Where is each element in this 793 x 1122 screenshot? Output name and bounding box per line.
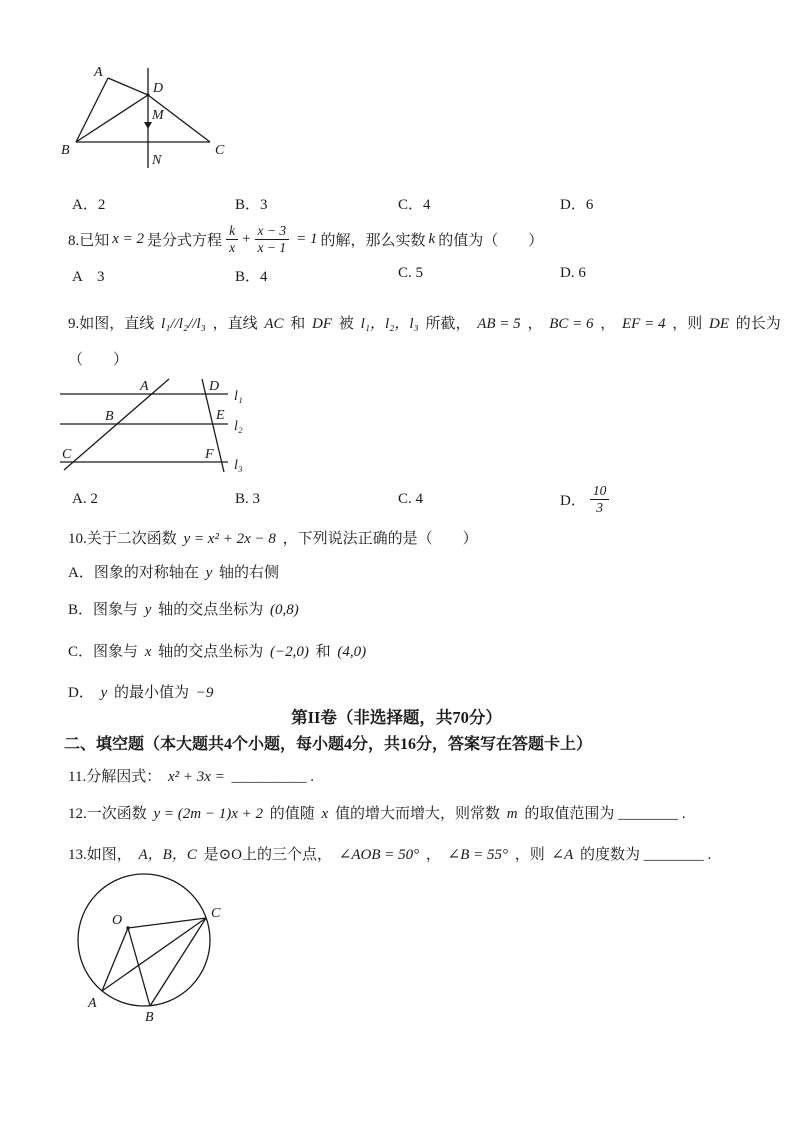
q10-option-d-text-1: D．	[68, 685, 94, 701]
q12-period: .	[681, 806, 686, 822]
q8-option-d: D. 6	[560, 265, 586, 281]
q10-option-c-text-1: C．图象与	[68, 644, 139, 660]
point-O	[126, 926, 129, 929]
q7-triangle-figure	[58, 60, 243, 178]
label-C: C	[211, 906, 221, 921]
q8-frac1-numerator: k	[226, 223, 238, 240]
q11-text-1: 11.分解因式：	[68, 769, 162, 785]
q8-option-b: B．4	[235, 269, 268, 285]
label-O: O	[112, 913, 123, 928]
q10-option-b	[68, 598, 302, 619]
q7-option-b: B．3	[235, 197, 268, 213]
q9-math-EF4: EF = 4	[622, 316, 666, 332]
q8-options-row	[72, 265, 762, 289]
q11-period: .	[310, 769, 315, 785]
q10-option-d-math-y: y	[100, 685, 108, 701]
q9-math-AB5: AB = 5	[477, 316, 521, 332]
q9-option-d-label: D．	[560, 492, 586, 509]
segment-AD	[108, 78, 148, 95]
segment-BD	[76, 95, 148, 142]
q13-text-2: 是⊙O上的三个点，	[203, 847, 333, 863]
q9-comma-1: ，	[527, 316, 543, 332]
q10-option-b-math-point: (0,8)	[269, 602, 299, 618]
q10-stem	[68, 527, 478, 548]
q9-math-DE: DE	[708, 316, 729, 332]
q9-options-row	[72, 481, 762, 517]
q9-text-2: ，直线	[212, 316, 258, 332]
q9-text-1: 9.如图，直线	[68, 316, 155, 332]
q13-text-1: 13.如图，	[68, 847, 132, 863]
q8-fraction-x3-over-x1	[255, 223, 290, 255]
q10-option-d-math-min: −9	[195, 685, 214, 701]
segment-AB	[76, 78, 108, 142]
q10-math-quadratic: y = x² + 2x − 8	[183, 531, 276, 547]
q9-math-parallel-lines: l₁//l₂//l₃	[161, 316, 206, 332]
q8-text-3: 的解，那么实数	[320, 232, 426, 249]
q9-text-7: 的长为	[735, 316, 781, 332]
section2-heading: 二、填空题（本大题共4个小题，每小题4分，共16分，答案写在答题卡上）	[64, 736, 593, 753]
q12-stem	[68, 802, 686, 823]
q12-math-x: x	[321, 806, 329, 822]
q13-math-ABC: A，B，C	[138, 847, 197, 863]
label-M: M	[152, 108, 164, 123]
q12-text-3: 值的增大而增大，则常数	[334, 806, 500, 822]
q12-text-1: 12.一次函数	[68, 806, 147, 822]
q8-stem	[68, 220, 543, 258]
q13-answer-blank: ________	[643, 847, 704, 863]
label-l3: l₃	[234, 458, 243, 473]
q9-math-BC6: BC = 6	[549, 316, 594, 332]
label-E: E	[216, 408, 225, 423]
q10-option-b-text-2: 轴的交点坐标为	[158, 602, 264, 618]
q10-text-1: 10.关于二次函数	[68, 531, 177, 547]
q9-text-4: 被	[338, 316, 354, 332]
q8-text-2: 是分式方程	[147, 232, 223, 249]
label-B: B	[105, 409, 114, 424]
label-F: F	[205, 447, 214, 462]
q9-text-5: 所截，	[425, 316, 471, 332]
q13-stem	[68, 843, 711, 864]
q10-option-d-text-2: 的最小值为	[114, 685, 190, 701]
label-B: B	[145, 1010, 154, 1025]
q10-option-c-text-2: 轴的交点坐标为	[158, 644, 264, 660]
q9-option-d	[560, 481, 613, 517]
label-C: C	[62, 447, 72, 462]
q9-answer-paren	[68, 348, 128, 369]
q11-math-expression: x² + 3x =	[167, 769, 225, 785]
q8-text-4: 的值为（ ）	[438, 232, 544, 249]
q9-option-a: A. 2	[72, 490, 98, 507]
q8-text-1: 8.已知	[68, 232, 110, 249]
q10-option-d	[68, 681, 216, 702]
q12-math-m: m	[506, 806, 518, 822]
q8-math-k: k	[428, 230, 436, 247]
q9-math-l123: l₁，l₂，l₃	[360, 316, 419, 332]
label-C: C	[215, 143, 225, 158]
label-A: A	[88, 996, 97, 1011]
q13-math-angle-B: ∠B = 55°	[447, 847, 508, 863]
label-A: A	[94, 65, 103, 80]
q9-option-d-fraction	[590, 483, 610, 515]
label-A: A	[140, 379, 149, 394]
q7-option-d: D．6	[560, 197, 594, 213]
q9-text-6: ，则	[672, 316, 703, 332]
label-B: B	[61, 143, 70, 158]
q12-math-linear-function: y = (2m − 1)x + 2	[153, 806, 264, 822]
q13-period: .	[707, 847, 712, 863]
q8-math-x-eq-2: x = 2	[112, 230, 145, 247]
q9-math-AC: AC	[264, 316, 284, 332]
q8-fraction-k-over-x	[226, 223, 238, 255]
q9-option-c: C. 4	[398, 490, 424, 507]
q11-stem	[68, 765, 314, 786]
label-N: N	[152, 153, 162, 168]
q10-option-b-math-y: y	[144, 602, 152, 618]
q10-option-c-math-point-2: (4,0)	[337, 644, 367, 660]
q9-parallel-lines-figure	[56, 372, 278, 480]
q10-option-a-text-1: A．图象的对称轴在	[68, 565, 199, 581]
q10-text-2: ，下列说法正确的是（ ）	[282, 531, 478, 547]
q9-text-3: 和	[290, 316, 306, 332]
q13-math-angle-AOB: ∠AOB = 50°	[338, 847, 420, 863]
q8-math-eq-1: = 1	[296, 230, 318, 247]
q9-option-d-numerator: 10	[590, 483, 610, 500]
q9-stem	[68, 312, 781, 333]
q13-text-3: ，则	[514, 847, 545, 863]
q13-math-angle-A: ∠A	[551, 847, 574, 863]
q10-option-c-math-x: x	[144, 644, 152, 660]
q10-option-c-text-3: 和	[315, 644, 331, 660]
down-arrowhead-icon	[144, 122, 152, 129]
q10-option-a	[68, 561, 279, 582]
q12-answer-blank: ________	[618, 806, 679, 822]
q10-option-c-math-point-1: (−2,0)	[269, 644, 309, 660]
q8-option-c: C. 5	[398, 265, 424, 281]
q7-option-a: A．2	[72, 197, 106, 213]
label-l1: l₁	[234, 389, 243, 404]
q12-text-2: 的值随	[269, 806, 315, 822]
q9-paren-text: （ ）	[68, 352, 129, 368]
q12-text-4: 的取值范围为	[524, 806, 615, 822]
segment-CB	[150, 918, 206, 1006]
q9-option-d-denominator: 3	[596, 499, 603, 515]
q8-frac2-numerator: x − 3	[255, 223, 290, 240]
q8-option-a: A 3	[72, 269, 105, 285]
point-D	[146, 93, 149, 96]
q13-circle-figure	[66, 864, 244, 1026]
q10-option-c	[68, 640, 369, 661]
q10-option-b-text-1: B．图象与	[68, 602, 139, 618]
label-l2: l₂	[234, 419, 243, 434]
q9-comma-2: ，	[600, 316, 616, 332]
q8-plus-sign: +	[242, 230, 251, 247]
q9-math-DF: DF	[312, 316, 333, 332]
label-D: D	[209, 379, 220, 394]
q7-option-c: C．4	[398, 197, 431, 213]
q7-options-row	[72, 193, 762, 217]
q10-option-a-math-y: y	[205, 565, 213, 581]
q13-text-4: 的度数为	[580, 847, 641, 863]
label-D: D	[153, 81, 164, 96]
q8-frac1-denominator: x	[229, 239, 236, 255]
q11-answer-blank: __________	[231, 769, 307, 785]
q10-option-a-text-2: 轴的右侧	[219, 565, 280, 581]
q13-comma-1: ，	[425, 847, 441, 863]
q9-option-b: B. 3	[235, 490, 261, 507]
section2-title: 第II卷（非选择题，共70分）	[291, 708, 502, 727]
segment-OB	[128, 928, 150, 1006]
q8-frac2-denominator: x − 1	[257, 239, 287, 255]
